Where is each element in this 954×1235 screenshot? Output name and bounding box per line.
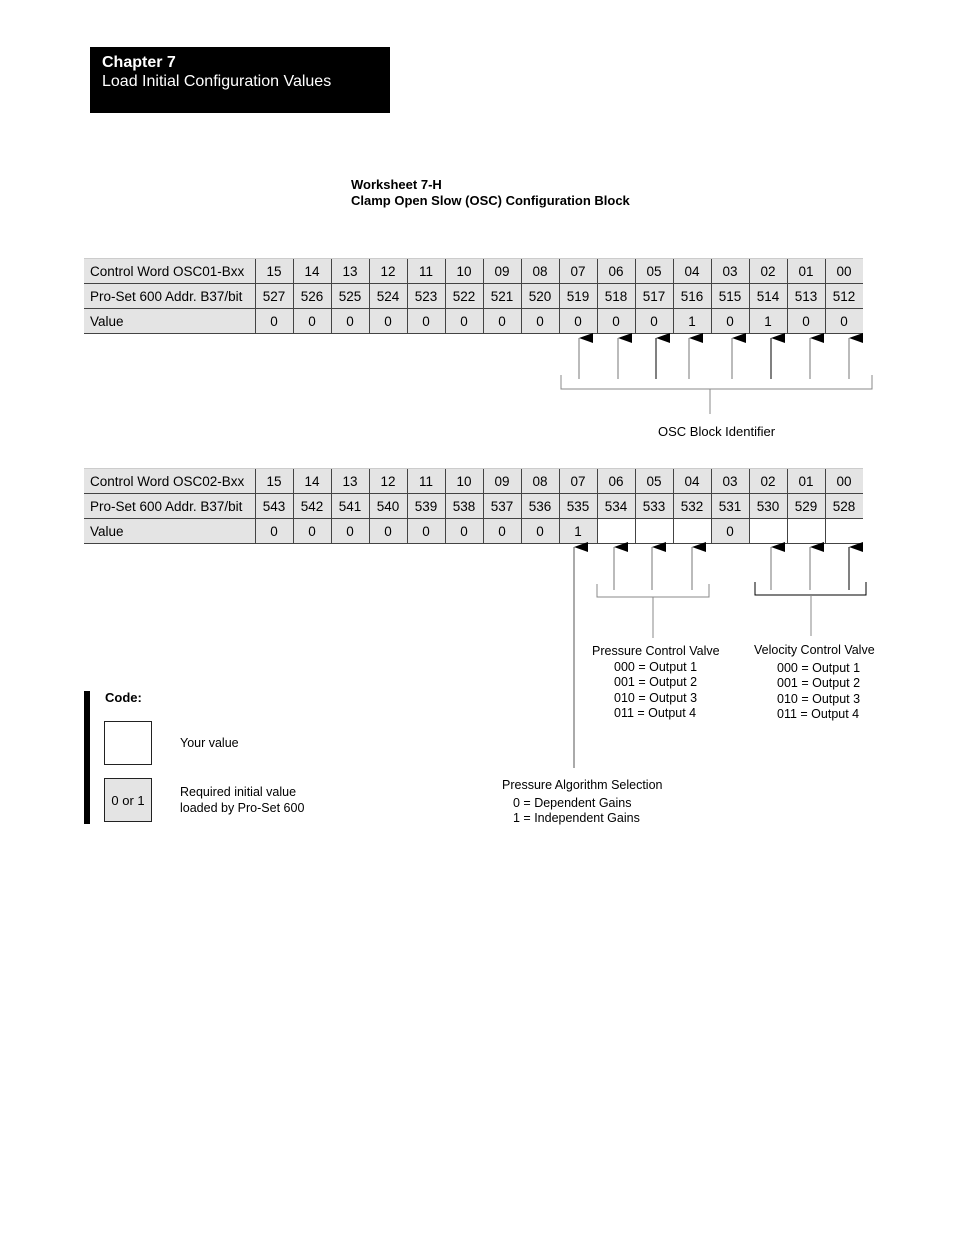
worksheet-number: Worksheet 7-H: [351, 177, 442, 192]
bit-cell: 13: [331, 469, 369, 494]
address-cell: 538: [445, 494, 483, 519]
required-value-line2: loaded by Pro-Set 600: [180, 800, 305, 815]
value-cell: 0: [407, 519, 445, 544]
pressure-control-valve-title: Pressure Control Valve: [592, 644, 720, 658]
address-cell: 520: [521, 284, 559, 309]
osc01-bit-arrows: [579, 338, 849, 379]
bit-cell: 07: [559, 259, 597, 284]
value-cell: 0: [635, 309, 673, 334]
value-cell: 0: [369, 309, 407, 334]
address-cell: 522: [445, 284, 483, 309]
address-cell: 542: [293, 494, 331, 519]
value-cell: 0: [597, 309, 635, 334]
bit-cell: 05: [635, 469, 673, 494]
pressure-option: 000 = Output 1: [614, 659, 698, 674]
velocity-valve-bracket: [755, 582, 866, 636]
row-label: Pro-Set 600 Addr. B37/bit: [84, 284, 255, 309]
velocity-option: 011 = Output 4: [777, 707, 860, 721]
velocity-control-valve-title: Velocity Control Valve: [754, 643, 875, 657]
bit-cell: 14: [293, 259, 331, 284]
required-value-line1: Required initial value: [180, 785, 297, 799]
required-value-swatch: 0 or 1: [104, 778, 152, 822]
velocity-option: 010 = Output 3: [777, 691, 861, 706]
velocity-control-valve-legend: [754, 643, 884, 723]
value-cell: 0: [787, 309, 825, 334]
algorithm-option: 0 = Dependent Gains: [513, 795, 632, 810]
address-cell: 529: [787, 494, 825, 519]
bit-cell: 01: [787, 469, 825, 494]
pressure-algorithm-title: Pressure Algorithm Selection: [502, 778, 663, 792]
address-cell: 540: [369, 494, 407, 519]
chapter-title: Load Initial Configuration Values: [102, 73, 332, 90]
bit-cell: 11: [407, 259, 445, 284]
address-cell: 532: [673, 494, 711, 519]
required-value-label: [180, 785, 304, 816]
row-label: Value: [84, 309, 255, 334]
value-cell: 0: [559, 309, 597, 334]
value-cell: 0: [521, 519, 559, 544]
osc-block-identifier-label: OSC Block Identifier: [658, 424, 776, 439]
address-cell: 515: [711, 284, 749, 309]
pressure-valve-bracket: [597, 584, 709, 638]
address-cell: 526: [293, 284, 331, 309]
row-label: Control Word OSC02-Bxx: [84, 469, 255, 494]
address-cell: 539: [407, 494, 445, 519]
bit-cell: 08: [521, 259, 559, 284]
row-label: Control Word OSC01-Bxx: [84, 259, 255, 284]
value-cell: 1: [749, 309, 787, 334]
address-cell: 534: [597, 494, 635, 519]
address-cell: 516: [673, 284, 711, 309]
bit-cell: 09: [483, 259, 521, 284]
address-cell: 541: [331, 494, 369, 519]
bit-cell: 09: [483, 469, 521, 494]
row-label: Value: [84, 519, 255, 544]
bit-cell: 01: [787, 259, 825, 284]
pressure-option: 001 = Output 2: [614, 675, 698, 689]
bit-cell: 08: [521, 469, 559, 494]
bit-cell: 00: [825, 259, 863, 284]
address-cell: 533: [635, 494, 673, 519]
value-cell: 0: [255, 519, 293, 544]
value-cell: 0: [711, 519, 749, 544]
velocity-option: 000 = Output 1: [777, 660, 861, 675]
address-cell: 512: [825, 284, 863, 309]
address-cell: 537: [483, 494, 521, 519]
pressure-algorithm-legend: [502, 778, 682, 827]
velocity-option: 001 = Output 2: [777, 676, 861, 690]
bit-cell: 11: [407, 469, 445, 494]
address-cell: 531: [711, 494, 749, 519]
bit-cell: 12: [369, 259, 407, 284]
bit-cell: 02: [749, 469, 787, 494]
value-cell: 0: [293, 519, 331, 544]
your-value-swatch: [104, 721, 152, 765]
address-cell: 543: [255, 494, 293, 519]
bit-cell: 13: [331, 259, 369, 284]
bit-cell: 15: [255, 259, 293, 284]
value-cell: 0: [445, 519, 483, 544]
address-cell: 514: [749, 284, 787, 309]
code-legend-title: Code:: [105, 690, 142, 705]
address-cell: 527: [255, 284, 293, 309]
row-label: Pro-Set 600 Addr. B37/bit: [84, 494, 255, 519]
value-cell: 0: [711, 309, 749, 334]
address-cell: 513: [787, 284, 825, 309]
worksheet-title: Clamp Open Slow (OSC) Configuration Block: [351, 193, 630, 208]
address-cell: 536: [521, 494, 559, 519]
your-value-label: Your value: [180, 736, 239, 750]
bit-cell: 10: [445, 469, 483, 494]
value-cell: 0: [521, 309, 559, 334]
bit-cell: 15: [255, 469, 293, 494]
pressure-control-valve-legend: [592, 644, 722, 722]
value-cell: 1: [559, 519, 597, 544]
value-cell: 0: [369, 519, 407, 544]
bit-cell: 03: [711, 469, 749, 494]
value-cell: 0: [255, 309, 293, 334]
address-cell: 535: [559, 494, 597, 519]
bit-cell: 14: [293, 469, 331, 494]
osc-block-identifier-bracket: [561, 375, 872, 414]
bit-cell: 02: [749, 259, 787, 284]
pressure-option: 011 = Output 4: [614, 706, 697, 720]
address-cell: 519: [559, 284, 597, 309]
address-cell: 524: [369, 284, 407, 309]
algorithm-option: 1 = Independent Gains: [513, 811, 640, 825]
address-cell: 530: [749, 494, 787, 519]
address-cell: 517: [635, 284, 673, 309]
value-cell: 0: [331, 309, 369, 334]
bit-cell: 03: [711, 259, 749, 284]
value-cell: 0: [407, 309, 445, 334]
code-legend-bar: [84, 691, 90, 824]
bit-cell: 10: [445, 259, 483, 284]
address-cell: 523: [407, 284, 445, 309]
bit-cell: 05: [635, 259, 673, 284]
bit-cell: 06: [597, 469, 635, 494]
value-cell: 0: [331, 519, 369, 544]
address-cell: 518: [597, 284, 635, 309]
pressure-option: 010 = Output 3: [614, 690, 698, 705]
address-cell: 525: [331, 284, 369, 309]
chapter-number: Chapter 7: [102, 54, 176, 71]
bit-cell: 12: [369, 469, 407, 494]
bit-cell: 04: [673, 469, 711, 494]
value-cell: 0: [825, 309, 863, 334]
value-cell: 0: [483, 309, 521, 334]
value-cell: 1: [673, 309, 711, 334]
bit-cell: 06: [597, 259, 635, 284]
value-cell: 0: [483, 519, 521, 544]
bit-cell: 00: [825, 469, 863, 494]
address-cell: 528: [825, 494, 863, 519]
value-cell: 0: [445, 309, 483, 334]
address-cell: 521: [483, 284, 521, 309]
value-cell: 0: [293, 309, 331, 334]
bit-cell: 07: [559, 469, 597, 494]
bit-cell: 04: [673, 259, 711, 284]
